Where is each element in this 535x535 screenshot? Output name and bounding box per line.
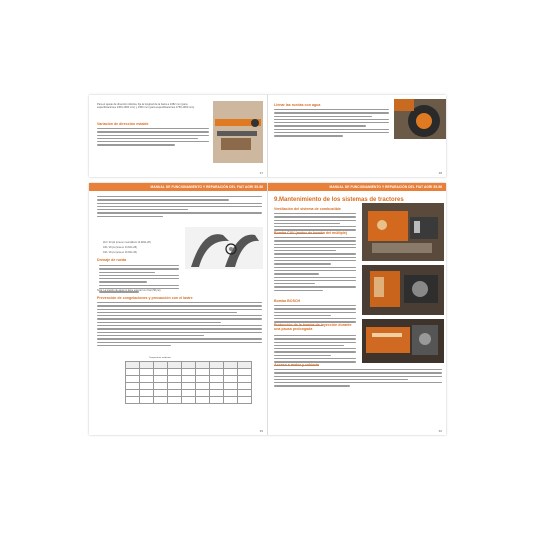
inflation-option-2: 100 / 20 psi (una en 13.6/11-28) (103, 246, 137, 249)
engine-photo-filter (362, 265, 444, 315)
page-number-39: 39 (259, 429, 263, 433)
engine-photo-cav-pump (362, 203, 444, 261)
section-title-stable-steering: Variación de dirección estable (97, 122, 149, 126)
pump-cav-steps (274, 237, 356, 293)
intro-paragraph: Para el ajuste de dirección distinta, fije la longitud de la barra a 1082 mm (para especificaciones 1300-1900 mm) y 1350 mm (para especificaciones 1750-1900 mm). (97, 103, 195, 110)
page-39 (89, 183, 267, 435)
prevention-title: Prevención de congelaciones y precaución con el lastre (97, 296, 193, 300)
wheel-valve-illustration (185, 227, 263, 269)
inflation-option-3: 100 / 20 psi (una en 16.9/11-30) (103, 251, 137, 254)
table-title: Temperatura ambiente (149, 357, 171, 359)
pump-cav-title: Bomba CAV (motor de bomba del múltiple) (274, 231, 348, 235)
page-number-40: 40 (438, 429, 442, 433)
protection-title: Protección de la bomba de inyección durante una pausa prolongada (274, 323, 352, 332)
top-page-spread (89, 95, 446, 177)
page-38 (268, 95, 446, 177)
inflation-option-1: 110 / 20 psi (una en neumáticos 12.4R11-28) (103, 241, 151, 244)
chapter-title: 9.Mantenimiento de los sistemas de tractores (274, 197, 404, 203)
fuel-venting-subtitle: Ventilación del sistema de combustible (274, 207, 341, 211)
fill-water-text (274, 109, 389, 139)
tractor-wheel-photo (394, 99, 446, 139)
header-band-left: MANUAL DE FUNCIONAMIENTO Y REPARACIÓN DEL FIAT AGRI 55-56 (89, 183, 267, 191)
prevention-text (97, 302, 262, 348)
body-text-block (97, 128, 209, 148)
antifreeze-table (125, 361, 252, 404)
page-40 (268, 183, 446, 435)
subsection-title-drain: Drenaje de rueda (97, 258, 127, 262)
access-text (274, 369, 442, 389)
page-number-38: 38 (438, 171, 442, 175)
steering-rod-photo (213, 101, 263, 163)
page-37 (89, 95, 267, 177)
section-title-fill-water: Llenar las ruedas con agua (274, 103, 321, 107)
water-pressure-note: Nota. La presión de agua no debe superar los 4 bar (58 psi). (97, 289, 162, 292)
access-title: Acceso a motor y cubierta (274, 363, 319, 367)
engine-photo-bosch-pump (362, 319, 444, 363)
page-number-37: 37 (259, 171, 263, 175)
bottom-page-spread (89, 183, 446, 435)
bullet-list-top (97, 196, 262, 219)
header-band-right: MANUAL DE FUNCIONAMIENTO Y REPARACIÓN DEL FIAT AGRI 55-56 (268, 183, 446, 191)
pump-bosch-title: Bomba BOSCH (274, 299, 301, 303)
